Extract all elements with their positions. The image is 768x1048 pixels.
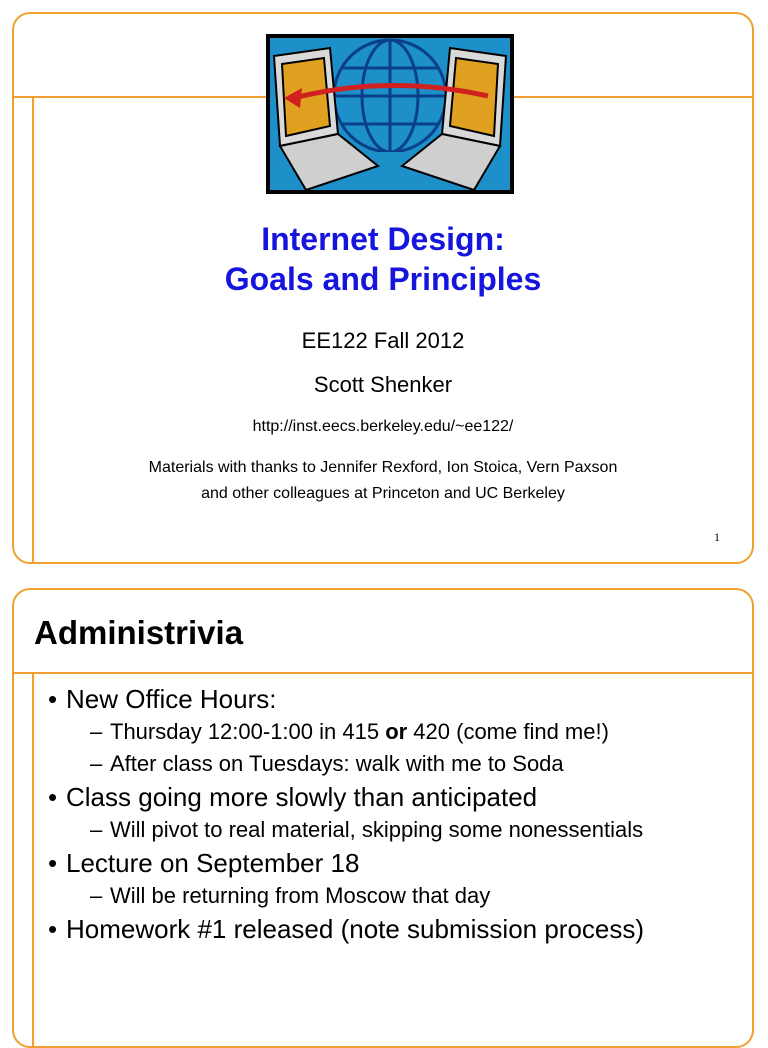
thanks-line-2: and other colleagues at Princeton and UC Berkeley [201,485,565,502]
sub-bullet-text: Thursday 12:00-1:00 in 415 [110,719,386,744]
bullet-marker: • [48,684,58,714]
bullet-marker: • [48,914,58,944]
administrivia-slide [12,588,754,1048]
bullet-label: Homework #1 released (note submission process) [66,914,645,944]
sub-bullet [48,716,742,748]
title-line-1: Internet Design: [261,221,505,257]
bullet-marker: • [48,848,58,878]
acknowledgements [14,455,752,507]
sub-bullet-text: After class on Tuesdays: walk with me to Soda [110,751,564,776]
globe-laptops-icon [266,34,514,194]
bullet-text [48,846,742,880]
author-name: Scott Shenker [313,372,453,397]
slide-title [14,219,752,299]
bullet-text [48,912,742,946]
sub-bullet-text: 420 (come find me!) [407,719,609,744]
sub-bullet-marker: – [90,751,103,776]
bullet-item [48,780,742,846]
bullet-item [48,682,742,780]
bullet-text [48,780,742,814]
sub-bullet [48,814,742,846]
slide-title: Administrivia [34,614,244,651]
sub-bullet-emphasis: or [385,719,408,744]
sub-bullet-marker: – [90,719,103,744]
sub-bullet-marker: – [90,883,103,908]
course-url: http://inst.eecs.berkeley.edu/~ee122/ [252,418,514,435]
bullet-label: Class going more slowly than anticipated [66,782,538,812]
bullet-list [48,682,742,946]
sub-bullet-text: Will be returning from Moscow that day [110,883,491,908]
thanks-line-1: Materials with thanks to Jennifer Rexford, Ion Stoica, Vern Paxson [148,459,618,476]
title-line-2: Goals and Principles [224,261,542,297]
sub-bullet [48,880,742,912]
bullet-text [48,682,742,716]
bullet-label: New Office Hours: [66,684,277,714]
bullet-label: Lecture on September 18 [66,848,360,878]
sub-bullet-marker: – [90,817,103,842]
slide-left-rule [32,672,34,1046]
slide-top-rule [14,672,752,674]
course-name: EE122 Fall 2012 [301,328,465,353]
sub-bullet-text: Will pivot to real material, skipping some nonessentials [110,817,644,842]
sub-bullet [48,748,742,780]
title-slide [12,12,754,564]
bullet-item [48,846,742,912]
bullet-item [48,912,742,946]
bullet-marker: • [48,782,58,812]
page-number: 1 [714,530,720,544]
